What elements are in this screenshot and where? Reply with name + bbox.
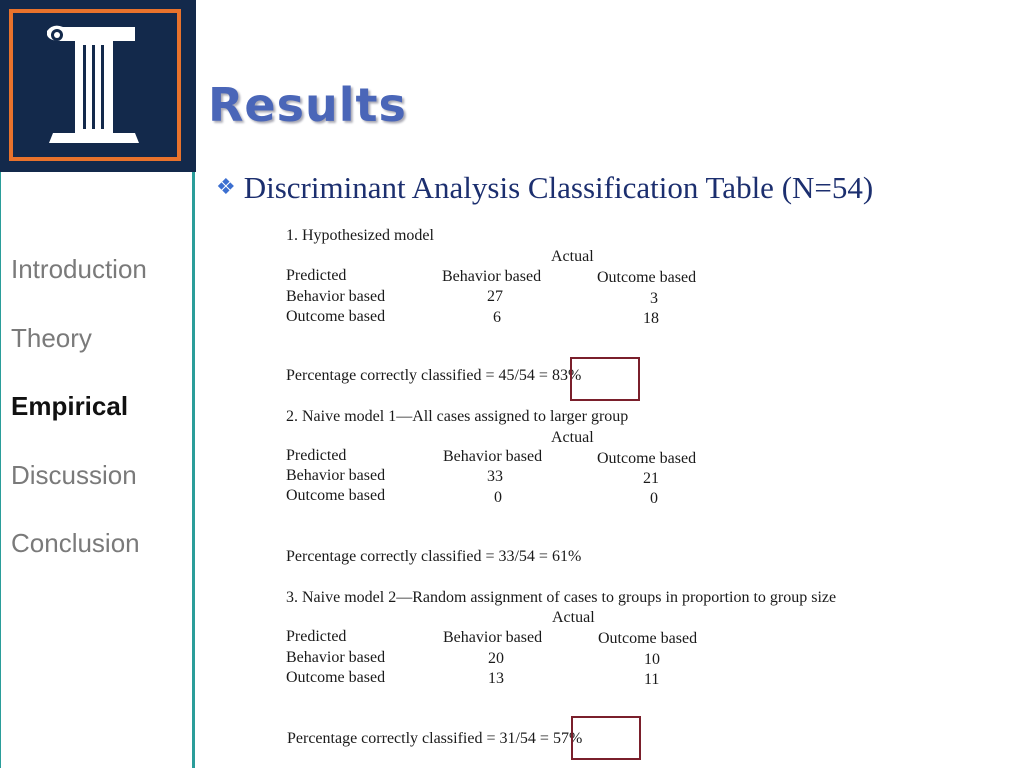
- col-header-outcome: Outcome based: [598, 630, 698, 647]
- model-heading: 2. Naive model 1—All cases assigned to larger group: [286, 408, 629, 425]
- diamond-bullet-icon: ❖: [216, 174, 236, 199]
- col-header-behavior: Behavior based: [442, 268, 542, 285]
- result-text: [286, 367, 581, 385]
- highlight-box: [570, 357, 640, 401]
- col-header-predicted: Predicted: [286, 628, 347, 645]
- col-header-predicted: Predicted: [286, 447, 347, 464]
- bullet-point: [216, 170, 873, 206]
- sidebar-item-discussion[interactable]: Discussion: [11, 460, 137, 490]
- page-title: Results: [208, 78, 407, 132]
- table-cell: 18: [643, 310, 659, 327]
- table-cell: 10: [644, 651, 660, 668]
- result-value: 83%: [551, 367, 582, 384]
- row-label: Behavior based: [286, 467, 386, 484]
- sidebar-item-introduction[interactable]: Introduction: [11, 254, 147, 284]
- col-header-outcome: Outcome based: [597, 450, 697, 467]
- table-cell: 6: [493, 309, 501, 326]
- table-cell: 33: [487, 468, 503, 485]
- sidebar-item-conclusion[interactable]: Conclusion: [11, 528, 140, 558]
- model-heading: 3. Naive model 2—Random assignment of cases to groups in proportion to group size: [286, 589, 837, 606]
- sidebar: [0, 172, 195, 768]
- bullet-text: Discriminant Analysis Classification Table (N=54): [243, 170, 874, 205]
- result-text: [286, 548, 581, 566]
- table-cell: 0: [494, 489, 502, 506]
- result-prefix: Percentage correctly classified = 33/54 =: [286, 548, 552, 565]
- table-cell: 21: [643, 470, 659, 487]
- actual-label: Actual: [551, 429, 594, 446]
- row-label: Outcome based: [286, 669, 386, 686]
- col-header-outcome: Outcome based: [597, 269, 697, 286]
- illinois-block-i-icon: [13, 13, 177, 157]
- result-value: 57%: [552, 730, 583, 747]
- result-prefix: Percentage correctly classified = 45/54 =: [286, 367, 552, 384]
- university-logo: [0, 0, 196, 172]
- table-cell: 3: [650, 290, 658, 307]
- sidebar-item-theory[interactable]: Theory: [11, 323, 92, 353]
- actual-label: Actual: [552, 609, 595, 626]
- logo-frame: [9, 9, 181, 161]
- col-header-behavior: Behavior based: [443, 448, 543, 465]
- result-prefix: Percentage correctly classified = 31/54 =: [287, 730, 553, 747]
- row-label: Behavior based: [286, 288, 386, 305]
- row-label: Outcome based: [286, 487, 386, 504]
- table-cell: 20: [488, 650, 504, 667]
- table-cell: 27: [487, 288, 503, 305]
- highlight-box: [571, 716, 641, 760]
- col-header-behavior: Behavior based: [443, 629, 543, 646]
- table-cell: 0: [650, 490, 658, 507]
- table-cell: 11: [644, 671, 660, 688]
- actual-label: Actual: [551, 248, 594, 265]
- table-cell: 13: [488, 670, 504, 687]
- col-header-predicted: Predicted: [286, 267, 347, 284]
- model-heading: 1. Hypothesized model: [286, 227, 434, 244]
- row-label: Behavior based: [286, 649, 386, 666]
- sidebar-item-empirical[interactable]: Empirical: [11, 391, 129, 421]
- row-label: Outcome based: [286, 308, 386, 325]
- result-text: [287, 730, 582, 748]
- result-value: 61%: [551, 548, 582, 565]
